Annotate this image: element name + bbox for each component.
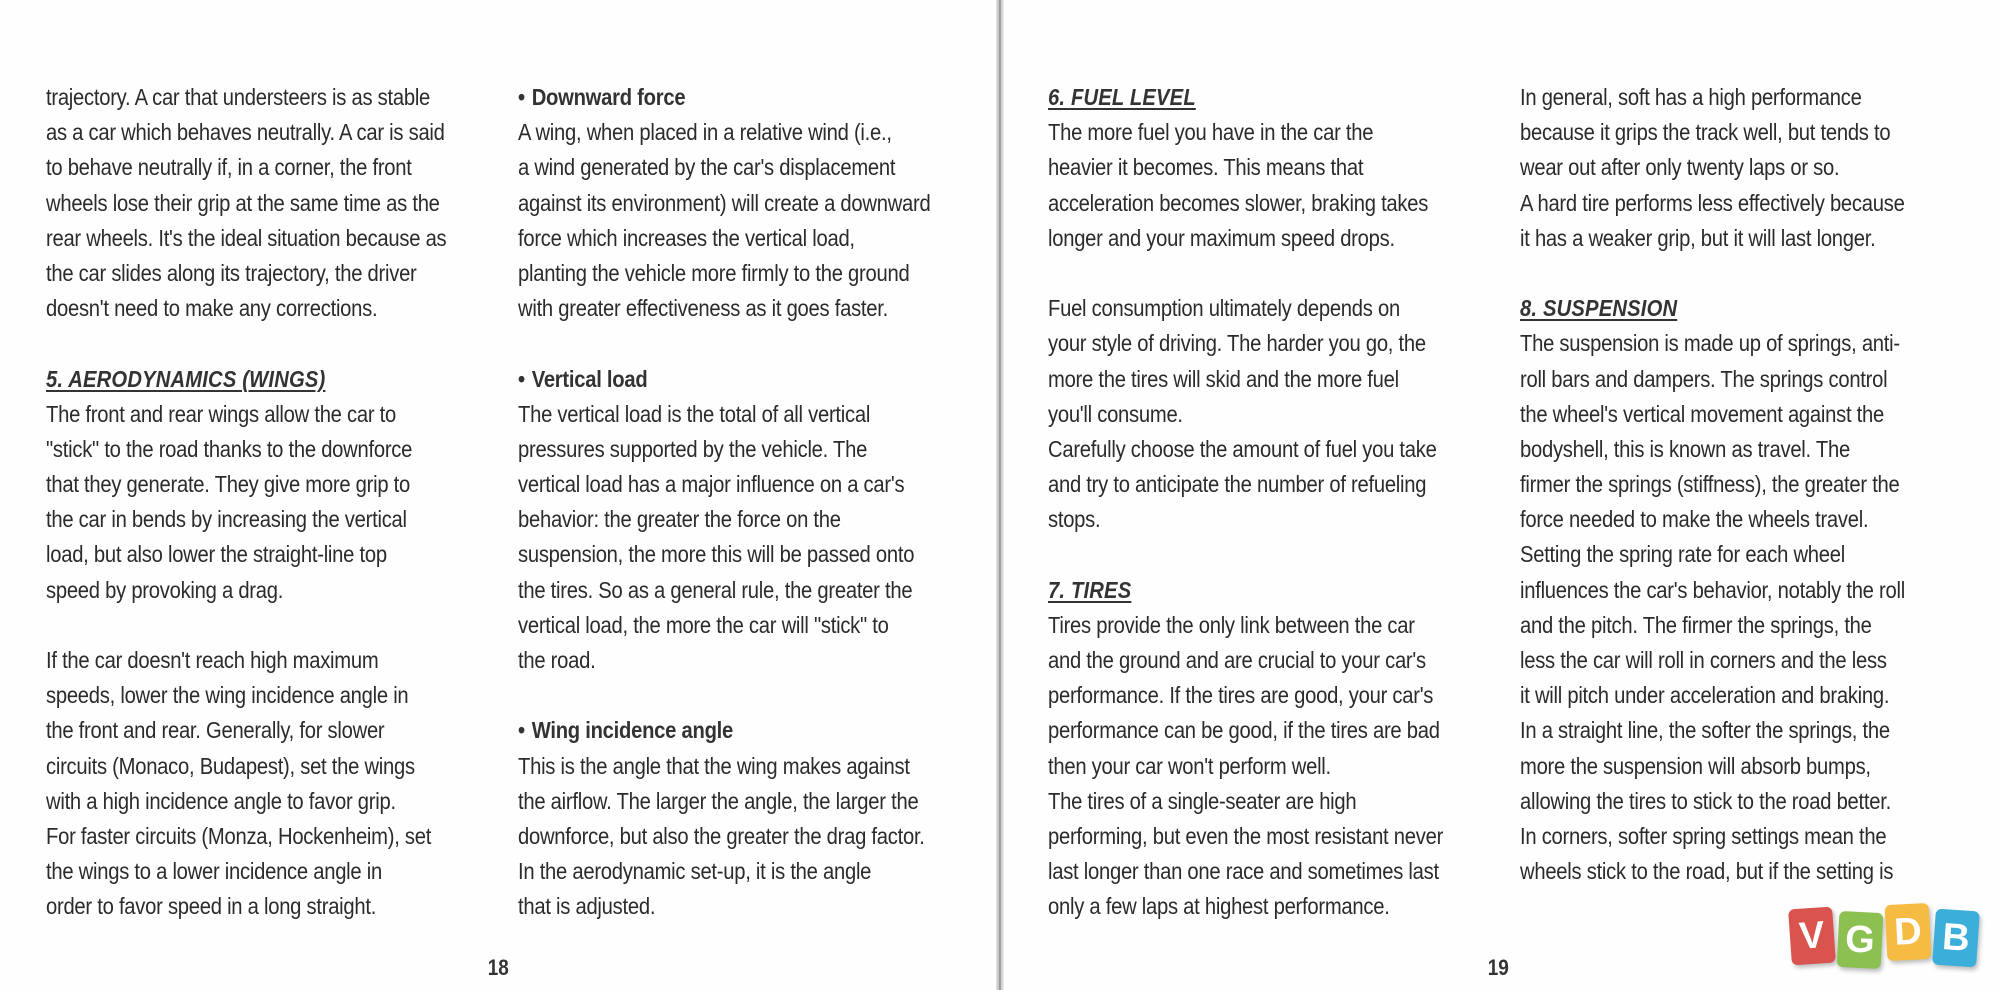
logo-tile-g: G (1837, 911, 1884, 969)
text-line: wheels lose their grip at the same time as the (46, 189, 440, 216)
text-line: wear out after only twenty laps or so. (1520, 154, 1840, 181)
text-line: The front and rear wings allow the car to (46, 400, 397, 427)
fuel-consumption-paragraph (1048, 291, 1443, 537)
text-line: performance. If the tires are good, your car's (1048, 682, 1434, 709)
text-line: influences the car's behavior, notably the roll (1520, 576, 1905, 603)
section-heading-fuel-level: 6. FUEL LEVEL (1048, 84, 1196, 110)
text-line: vertical load, the more the car will "stick" to (518, 611, 889, 638)
text-line: In corners, softer spring settings mean the (1520, 822, 1887, 849)
text-line: last longer than one race and sometimes last (1048, 858, 1439, 885)
subheading-vertical-load: • Vertical load (518, 365, 648, 392)
vgdb-watermark-logo (1790, 902, 1986, 972)
text-line: the airflow. The larger the angle, the larger the (518, 787, 919, 814)
text-line: suspension, the more this will be passed onto (518, 541, 915, 568)
text-line: load, but also lower the straight-line top (46, 541, 387, 568)
text-line: For faster circuits (Monza, Hockenheim), set (46, 822, 432, 849)
text-line: planting the vehicle more firmly to the ground (518, 259, 910, 286)
text-line: the tires. So as a general rule, the greater the (518, 576, 913, 603)
text-line: performance can be good, if the tires are bad (1048, 717, 1440, 744)
text-line: Carefully choose the amount of fuel you take (1048, 435, 1437, 462)
text-line: In a straight line, the softer the springs, the (1520, 717, 1890, 744)
text-line: The suspension is made up of springs, anti- (1520, 330, 1900, 357)
text-line: against its environment) will create a downward (518, 189, 931, 216)
right-column-2 (1520, 80, 1905, 889)
tires-paragraph (1048, 608, 1443, 925)
text-line: bodyshell, this is known as travel. The (1520, 435, 1850, 462)
text-line: "stick" to the road thanks to the downforce (46, 435, 413, 462)
bullet-icon: • (518, 84, 525, 110)
subheading-downward-force: • Downward force (518, 84, 686, 110)
text-line: roll bars and dampers. The springs control (1520, 365, 1888, 392)
text-line: longer and your maximum speed drops. (1048, 224, 1395, 251)
wings-paragraph (46, 397, 446, 608)
text-line: In the aerodynamic set-up, it is the angle (518, 858, 872, 885)
text-line: trajectory. A car that understeers is as stable (46, 84, 431, 110)
text-line: Fuel consumption ultimately depends on (1048, 295, 1400, 322)
text-line: In general, soft has a high performance (1520, 84, 1862, 110)
logo-tile-b: B (1932, 909, 1980, 968)
left-column-2 (518, 80, 930, 925)
text-line: A hard tire performs less effectively because (1520, 189, 1905, 216)
suspension-paragraph (1520, 326, 1905, 889)
text-line: the road. (518, 647, 596, 673)
text-line: then your car won't perform well. (1048, 752, 1331, 779)
page-number-right: 19 (1487, 955, 1509, 980)
text-line: that they generate. They give more grip to (46, 471, 411, 498)
text-line: circuits (Monaco, Budapest), set the wings (46, 752, 415, 779)
text-line: you'll consume. (1048, 400, 1183, 427)
text-line: and the pitch. The firmer the springs, the (1520, 611, 1872, 638)
bullet-icon: • (518, 717, 525, 744)
text-line: with a high incidence angle to favor grip. (46, 787, 396, 814)
text-line: more the tires will skid and the more fuel (1048, 365, 1399, 392)
text-line: and the ground and are crucial to your car's (1048, 647, 1426, 673)
logo-tile-d: D (1885, 903, 1932, 961)
left-column-1 (46, 80, 446, 925)
text-line: allowing the tires to stick to the road better. (1520, 787, 1891, 814)
text-line: to behave neutrally if, in a corner, the front (46, 154, 412, 181)
page-right (1004, 0, 2000, 990)
text-line: with greater effectiveness as it goes faster. (518, 295, 888, 322)
text-line: acceleration becomes slower, braking takes (1048, 189, 1429, 216)
text-line: performing, but even the most resistant never (1048, 822, 1444, 849)
fuel-weight-paragraph (1048, 115, 1443, 256)
text-line: The more fuel you have in the car the (1048, 119, 1374, 146)
text-line: stops. (1048, 506, 1101, 533)
text-line: pressures supported by the vehicle. The (518, 435, 868, 462)
section-heading-aerodynamics: 5. AERODYNAMICS (WINGS) (46, 365, 326, 392)
text-line: because it grips the track well, but tends to (1520, 119, 1891, 146)
right-column-1 (1048, 80, 1443, 925)
text-line: a wind generated by the car's displacement (518, 154, 896, 181)
text-line: Tires provide the only link between the car (1048, 611, 1415, 638)
tire-compound-paragraph (1520, 80, 1905, 256)
vertical-load-paragraph (518, 397, 930, 679)
page-number-left: 18 (487, 955, 509, 980)
downward-force-paragraph (518, 115, 930, 326)
text-line: speed by provoking a drag. (46, 576, 284, 603)
text-line: that is adjusted. (518, 893, 656, 920)
text-line: behavior: the greater the force on the (518, 506, 841, 533)
page-left (0, 0, 996, 990)
text-line: the car in bends by increasing the vertical (46, 506, 407, 533)
book-gutter (996, 0, 1004, 990)
text-line: force needed to make the wheels travel. (1520, 506, 1869, 533)
text-line: firmer the springs (stiffness), the greater the (1520, 471, 1900, 498)
text-line: A wing, when placed in a relative wind (i.e., (518, 119, 892, 146)
text-line: less the car will roll in corners and the less (1520, 647, 1887, 673)
text-line: vertical load has a major influence on a car's (518, 471, 905, 498)
text-line: Setting the spring rate for each wheel (1520, 541, 1845, 568)
text-line: the wheel's vertical movement against the (1520, 400, 1884, 427)
text-line: order to favor speed in a long straight. (46, 893, 377, 920)
text-line: the front and rear. Generally, for slower (46, 717, 385, 744)
text-line: The tires of a single-seater are high (1048, 787, 1357, 814)
text-line: more the suspension will absorb bumps, (1520, 752, 1871, 779)
text-line: wheels stick to the road, but if the setting is (1520, 858, 1894, 885)
text-line: This is the angle that the wing makes against (518, 752, 910, 779)
text-line: downforce, but also the greater the drag factor. (518, 822, 925, 849)
text-line: the car slides along its trajectory, the driver (46, 259, 417, 286)
text-line: it will pitch under acceleration and braking. (1520, 682, 1890, 709)
text-line: and try to anticipate the number of refueling (1048, 471, 1427, 498)
text-line: If the car doesn't reach high maximum (46, 647, 379, 673)
text-line: The vertical load is the total of all vertical (518, 400, 871, 427)
understeer-paragraph (46, 80, 446, 326)
text-line: as a car which behaves neutrally. A car is said (46, 119, 445, 146)
text-line: it has a weaker grip, but it will last longer. (1520, 224, 1876, 251)
text-line: speeds, lower the wing incidence angle in (46, 682, 409, 709)
logo-tile-v: V (1788, 907, 1836, 966)
text-line: the wings to a lower incidence angle in (46, 858, 382, 885)
text-line: rear wheels. It's the ideal situation because as (46, 224, 447, 251)
incidence-advice-paragraph (46, 643, 446, 925)
wing-incidence-paragraph (518, 749, 930, 925)
text-line: only a few laps at highest performance. (1048, 893, 1390, 920)
text-line: doesn't need to make any corrections. (46, 295, 378, 322)
text-line: force which increases the vertical load, (518, 224, 855, 251)
subheading-wing-incidence-angle: • Wing incidence angle (518, 717, 733, 744)
text-line: heavier it becomes. This means that (1048, 154, 1364, 181)
bullet-icon: • (518, 365, 525, 392)
text-line: your style of driving. The harder you go, the (1048, 330, 1426, 357)
section-heading-suspension: 8. SUSPENSION (1520, 295, 1678, 322)
section-heading-tires: 7. TIRES (1048, 576, 1132, 603)
